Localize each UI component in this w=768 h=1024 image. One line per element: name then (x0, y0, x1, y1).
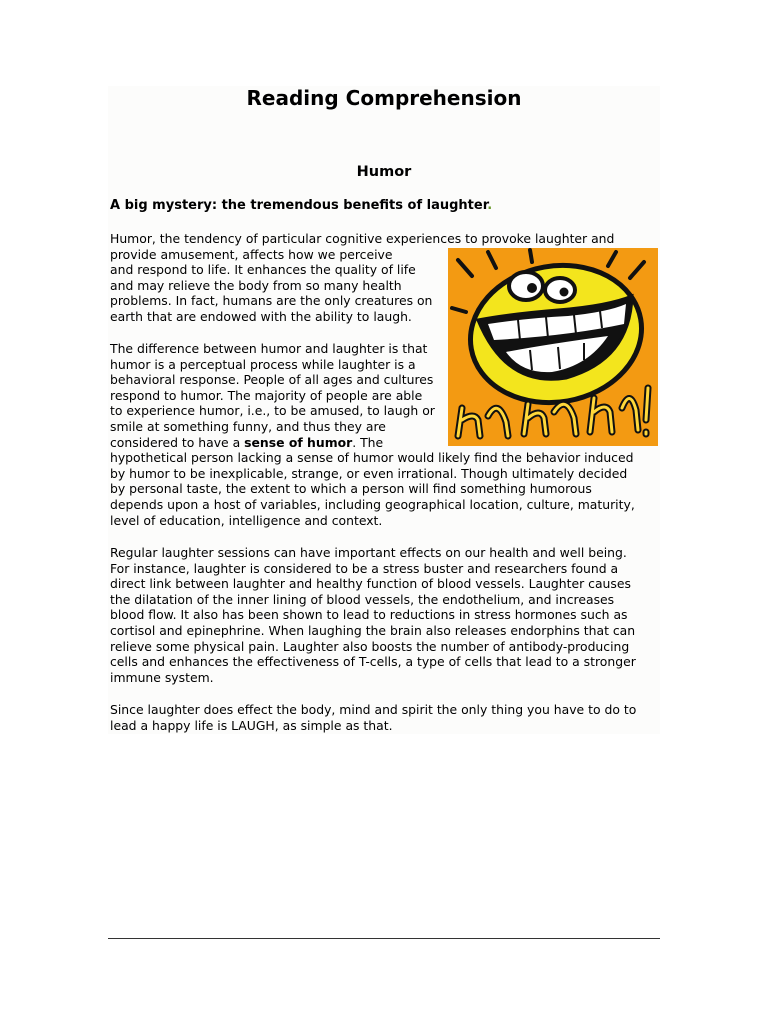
text-line: Humor, the tendency of particular cognitive experiences to provoke laughter and (110, 231, 615, 246)
text-line: cells and enhances the effectiveness of T-cells, a type of cells that lead to a stronger (110, 654, 636, 670)
text-line: hypothetical person lacking a sense of humor would likely find the behavior induced (110, 450, 634, 466)
document-title: Reading Comprehension (246, 86, 522, 110)
text-line: and may relieve the body from so many health (110, 277, 402, 293)
sense-of-humor-term: sense of humor (244, 434, 353, 450)
text-line: problems. In fact, humans are the only creatures on (110, 293, 433, 309)
text-line: relieve some physical pain. Laughter also boosts the number of antibody-producing (110, 638, 630, 654)
text-line: to experience humor, i.e., to be amused, to laugh or (110, 403, 435, 419)
text-line: respond to humor. The majority of people are able (110, 387, 423, 403)
text-run: . The (352, 434, 384, 450)
text-line: level of education, intelligence and context. (110, 512, 383, 528)
text-line: blood flow. It also has been shown to lead to reductions in stress hormones such as (110, 607, 628, 623)
paragraph-4 (110, 702, 636, 733)
text-line: direct link between laughter and healthy function of blood vessels. Laughter causes (110, 576, 631, 592)
text-line: immune system. (110, 669, 214, 685)
text-line: by humor to be inexplicable, strange, or even irrational. Though ultimately decided (110, 465, 628, 481)
text-line: and respond to life. It enhances the quality of life (110, 262, 416, 278)
section-title: Humor (356, 164, 412, 180)
text-line: earth that are endowed with the ability to laugh. (110, 308, 412, 324)
text-line: Regular laughter sessions can have important effects on our health and well being. (110, 545, 627, 560)
subtitle-text: A big mystery: the tremendous benefits of laughter (110, 198, 488, 213)
text-line: The difference between humor and laughter is that (110, 341, 428, 356)
text-line: behavioral response. People of all ages and cultures (110, 372, 434, 388)
text-line: smile at something funny, and thus they are (110, 418, 386, 434)
text-line: For instance, laughter is considered to be a stress buster and researchers found a (110, 560, 619, 576)
article-subtitle (110, 198, 492, 214)
paragraph-3 (110, 545, 636, 685)
text-line: the dilatation of the inner lining of blood vessels, the endothelium, and increases (110, 591, 615, 607)
laughing-face-icon (448, 248, 658, 446)
text-line: lead a happy life is LAUGH, as simple as that. (110, 717, 393, 733)
text-run: considered to have a (110, 434, 245, 450)
text-line: depends upon a host of variables, including geographical location, culture, maturity, (110, 496, 635, 512)
text-line: humor is a perceptual process while laughter is a (110, 356, 416, 372)
footer-divider (108, 938, 660, 939)
subtitle-dot: . (487, 198, 493, 213)
text-line: cortisol and epinephrine. When laughing the brain also releases endorphins that can (110, 622, 636, 638)
text-line: provide amusement, affects how we perceive (110, 246, 393, 262)
text-line: by personal taste, the extent to which a person will find something humorous (110, 481, 592, 497)
text-line: Since laughter does effect the body, mind and spirit the only thing you have to do to (110, 702, 637, 717)
